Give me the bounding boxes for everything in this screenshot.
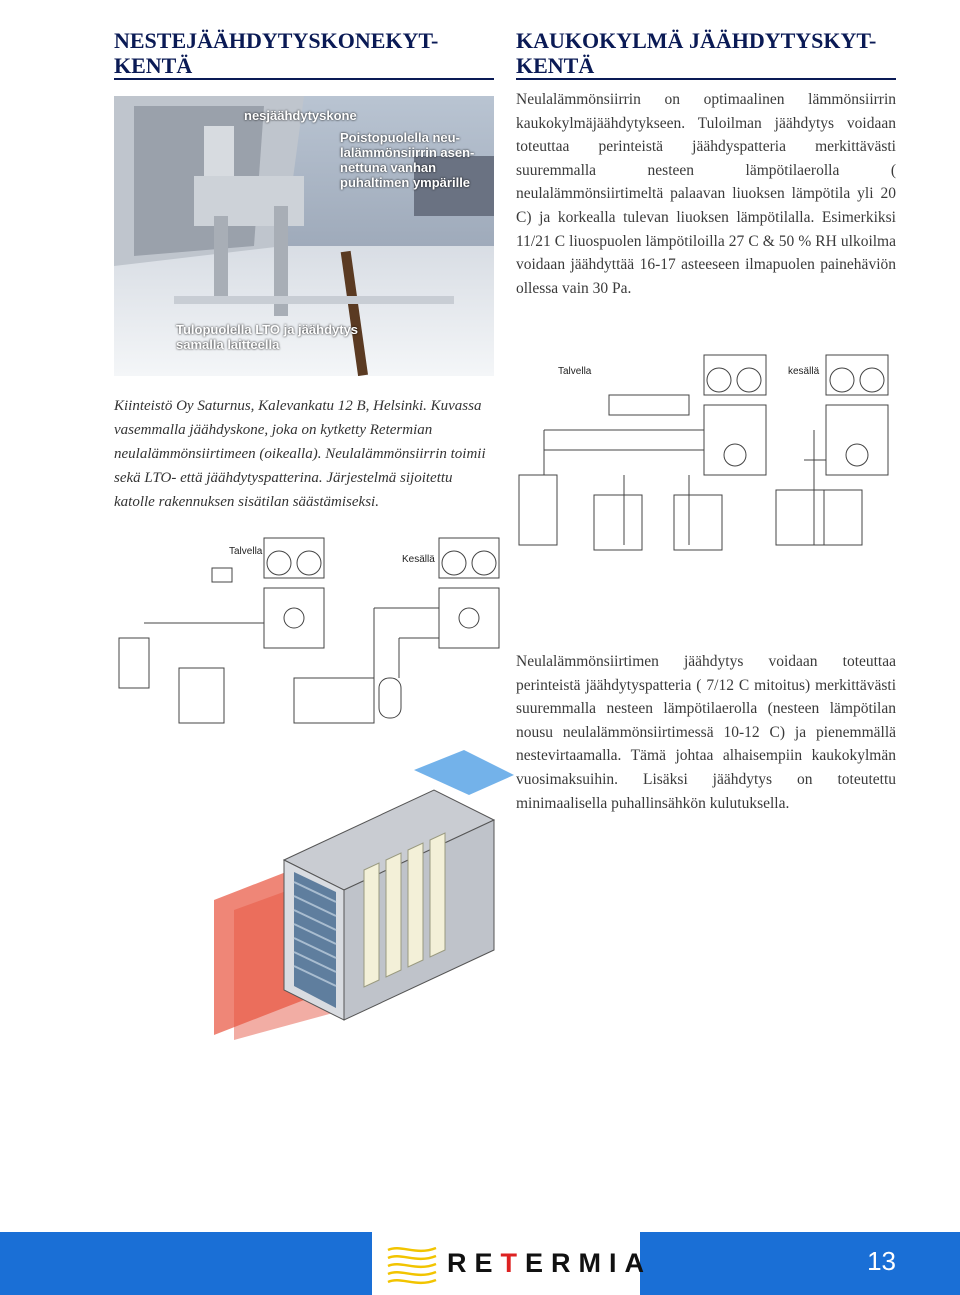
- left-heading-line2: KENTÄ: [114, 53, 193, 78]
- right-heading-rule: [516, 78, 896, 80]
- exchanger-unit-right: [826, 405, 888, 475]
- diagram-label-winter: Talvella: [558, 366, 592, 377]
- coil-icon: [846, 444, 868, 466]
- coil-icon: [284, 608, 304, 628]
- right-heading-line2: KENTÄ: [516, 53, 595, 78]
- right-heading: [516, 28, 896, 78]
- control-box: [212, 568, 232, 582]
- fan-icon: [472, 551, 496, 575]
- left-heading: [114, 28, 494, 78]
- coil-icon: [459, 608, 479, 628]
- photo-label-exhaust: Poistopuolella neu- lalämmönsiirrin asen- nettuna vanhan puhaltimen ympärille: [340, 130, 475, 190]
- fan-unit-right: [826, 355, 888, 395]
- rooftop-photo: [114, 96, 494, 376]
- coil-icon: [724, 444, 746, 466]
- exchanger-unit-left: [704, 405, 766, 475]
- page-number: 13: [867, 1246, 896, 1276]
- retermia-logo-wave-icon: [386, 1242, 438, 1286]
- fan-icon: [297, 551, 321, 575]
- left-schematic-diagram: [114, 528, 514, 728]
- left-heading-rule: [114, 78, 494, 80]
- exchanger-unit-right: [439, 588, 499, 648]
- photo-caption: Kiinteistö Oy Saturnus, Kalevankatu 12 B, Helsinki. Kuvassa vasemmalla jäähdyskone, joka on kytketty Retermian neulalämmönsiirtimeen (oikealla). Neulalämmönsiirrin toimii sekä LTO- että jäähdytyspatterina. Järjestelmä sijoitettu katolle rakennuksen sisätilan säästämiseksi.: [114, 398, 486, 510]
- chiller-unit: [294, 678, 374, 723]
- fan-icon: [267, 551, 291, 575]
- diagram-label-summer: Kesällä: [402, 554, 435, 565]
- pipe-lines: [544, 430, 704, 545]
- fan-icon: [707, 368, 731, 392]
- paragraph-needle-exchanger-cooling: Neulalämmönsiirtimen jäähdytys voidaan toteuttaa perinteistä jäähdytyspatteria ( 7/12 C mitoitus) merkittävästi suuremmalla nesteen lämpötilaerolla (nesteen lämpötilan nousu neulalämmönsiirtimessä 10-12 C) ja pienemmällä nestevirtaamalla. Tämä johtaa alhaisempiin kaukokylmän vuosimaksuihin. Lisäksi jäähdytys on toteutettu minimaalisella puhallinsähkön kulutuksella.: [516, 653, 896, 812]
- fan-unit-left: [264, 538, 324, 578]
- diagram-label-winter: Talvella: [229, 546, 263, 557]
- exchanger-unit-left: [264, 588, 324, 648]
- diagram-label-summer: kesällä: [788, 366, 820, 377]
- pipe-lines: [804, 430, 826, 540]
- retermia-logo: [372, 1232, 653, 1295]
- fan-unit-right: [439, 538, 499, 578]
- fan-icon: [737, 368, 761, 392]
- fan-icon: [830, 368, 854, 392]
- right-heading-line1: KAUKOKYLMÄ JÄÄHDYTYSKYT-: [516, 28, 877, 53]
- tank-icon: [379, 678, 401, 718]
- fan-icon: [442, 551, 466, 575]
- photo-label-cooler: nesjäähdytyskone: [244, 108, 357, 123]
- cool-air-arrow: [414, 750, 514, 795]
- pump-unit: [776, 490, 824, 545]
- photo-label-supply: Tulopuolella LTO ja jäähdytys samalla laitteella: [176, 322, 359, 352]
- exchanger-3d-illustration: [214, 750, 514, 1040]
- pump-unit: [179, 668, 224, 723]
- pump-unit: [519, 475, 557, 545]
- pump-unit: [119, 638, 149, 688]
- pump-unit: [674, 495, 722, 550]
- pump-unit: [814, 490, 862, 545]
- paragraph-district-cooling: Neulalämmönsiirrin on optimaalinen lämmönsiirrin kaukokylmäjäähdytykseen. Tuloilman jäähdytys voidaan toteuttaa perinteistä jäähdyspatteria merkittävästi suuremmalla nesteen lämpötilaerolla ( neulalämmönsiirtimeltä palaavan liuoksen lämpötila yli 20 C) ja korkealla tulevan liuoksen lämpötilalla. Esimerkiksi 11/21 C liuospuolen lämpötiloilla 27 C & 50 % RH ulkoilma voidaan jäähdyttää 16-17 asteeseen ilmapuolen painehäviön ollessa vain 30 Pa.: [516, 91, 896, 297]
- fan-icon: [860, 368, 884, 392]
- control-box: [609, 395, 689, 415]
- left-heading-line1: NESTEJÄÄHDYTYSKONEKYT-: [114, 28, 439, 53]
- pump-unit: [594, 495, 642, 550]
- retermia-logo-text: RETERMIA: [447, 1248, 653, 1278]
- right-schematic-diagram: [514, 350, 896, 555]
